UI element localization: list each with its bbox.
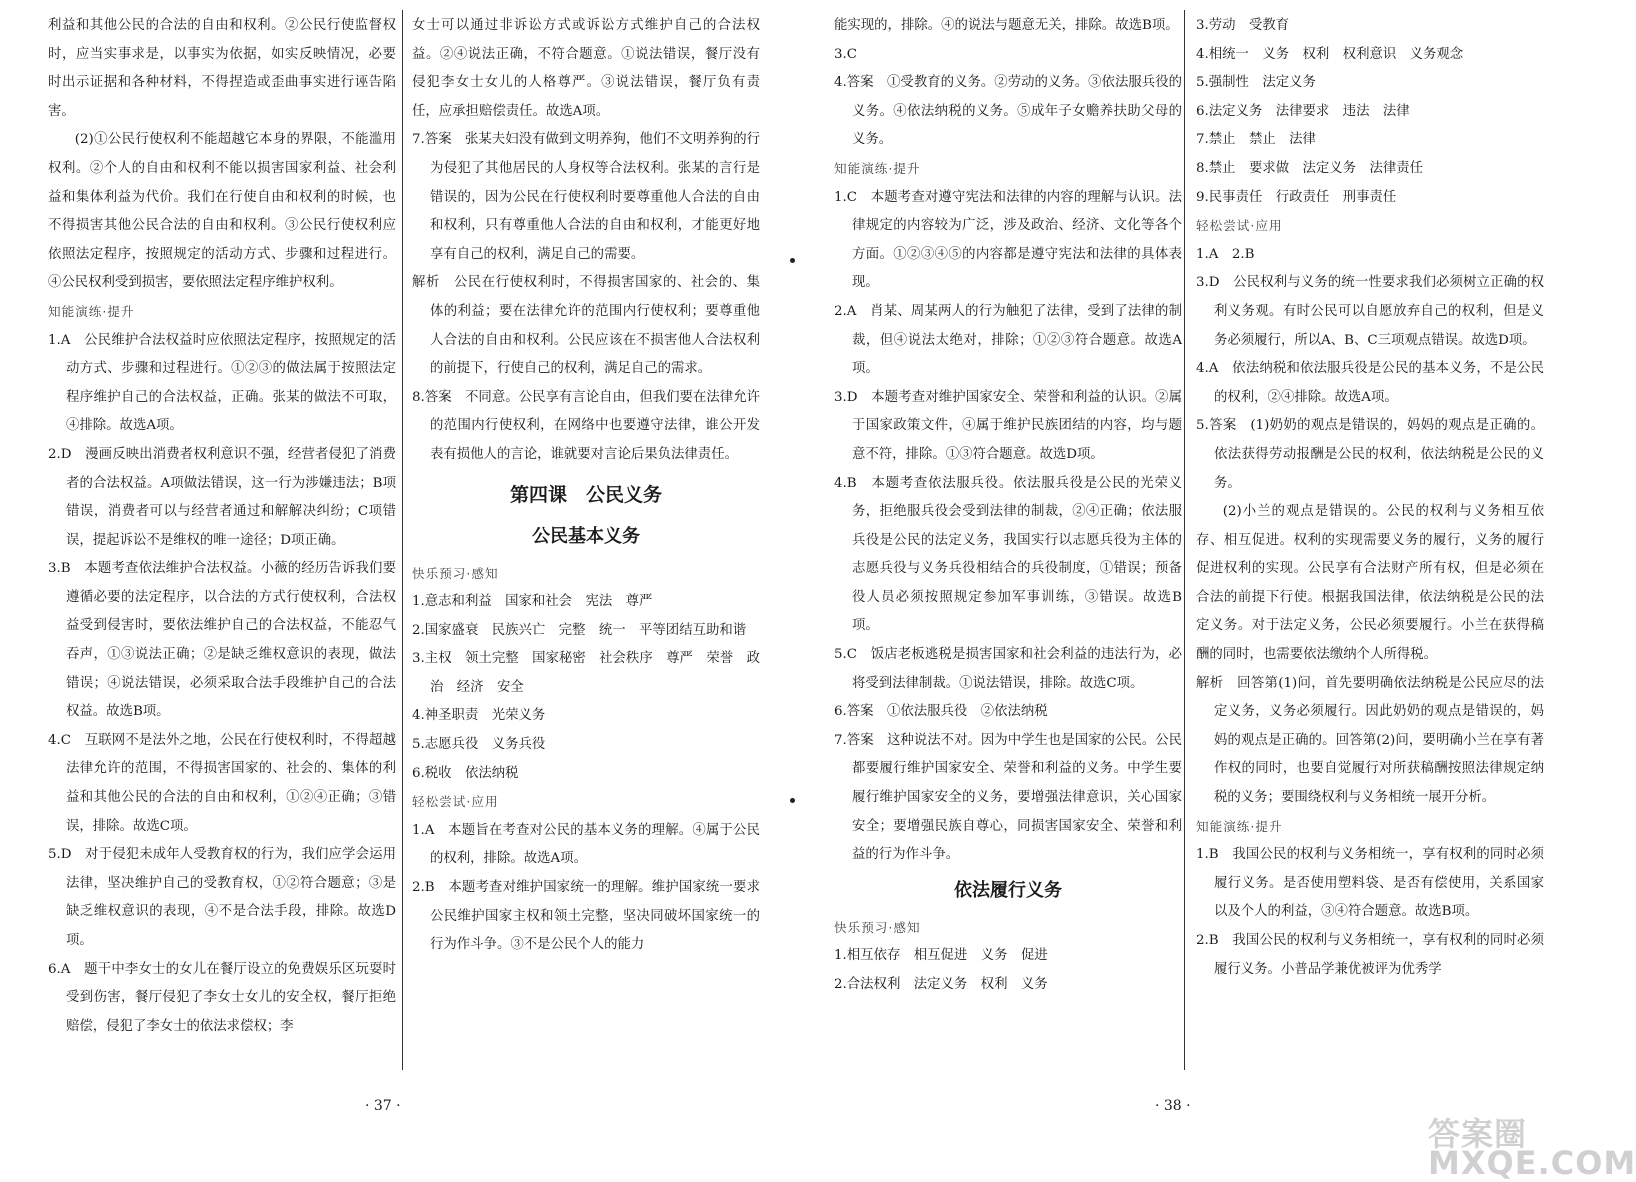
watermark-logo: 答案圈 MXQE.COM [1428, 1115, 1636, 1182]
answer-item: 2.国家盛衰 民族兴亡 完整 统一 平等团结互助和谐 [412, 622, 747, 638]
answer-item: 解析 回答第(1)问，首先要明确依法纳税是公民应尽的法定义务，义务必须履行。因此奶奶的观点是错误的，妈妈的观点是正确的。回答第(2)问，要明确小兰在享有著作权的同时，也要自觉履行对所获稿酬按照法律规定纳税的义务；要围绕权利与义务相统一展开分析。 [1196, 675, 1544, 806]
section-heading: 知能演练·提升 [1196, 818, 1283, 834]
answer-item: 4.B 本题考查依法服兵役。依法服兵役是公民的光荣义务，拒绝服兵役会受到法律的制裁，②④正确；依法服兵役是公民的法定义务，我国实行以志愿兵役为主体的志愿兵役与义务兵役相结合的兵役制度，①错误；预备役人员必须按照规定参加军事训练，③错误。故选B项。 [834, 475, 1182, 634]
scan-dot [790, 798, 795, 803]
answer-item: 3.C [834, 46, 858, 62]
answer-item: 3.D 公民权利与义务的统一性要求我们必须树立正确的权利义务观。有时公民可以自愿放弃自己的权利，但是义务必须履行，所以A、B、C三项观点错误。故选D项。 [1196, 275, 1544, 348]
section-heading: 轻松尝试·应用 [1196, 218, 1283, 234]
paragraph: 女士可以通过非诉讼方式或诉讼方式维护自己的合法权益。②④说法正确，不符合题意。①说法错误，餐厅没有侵犯李女士女儿的人格尊严。③说法错误，餐厅负有责任，应承担赔偿责任。故选A项。 [412, 18, 760, 119]
answer-item: 4.C 互联网不是法外之地，公民在行使权利时，不得超越法律允许的范围，不得损害国家的、社会的、集体的利益和其他公民的合法的自由和权利，①②④正确；③错误，排除。故选C项。 [48, 732, 396, 834]
answer-item: 6.法定义务 法律要求 违法 法律 [1196, 103, 1410, 119]
answer-item: 4.A 依法纳税和依法服兵役是公民的基本义务，不是公民的权利，②④排除。故选A项。 [1196, 361, 1544, 405]
answer-item: 1.意志和利益 国家和社会 宪法 尊严 [412, 594, 653, 610]
answer-item: 5.答案 (1)奶奶的观点是错误的，妈妈的观点是正确的。依法获得劳动报酬是公民的权利，依法纳税是公民的义务。 [1196, 418, 1544, 491]
section-heading: 知能演练·提升 [48, 303, 135, 319]
answer-item: 2.B 我国公民的权利与义务相统一，享有权利的同时必须履行义务。小普品学兼优被评为优秀学 [1196, 933, 1544, 977]
answer-item: 5.D 对于侵犯未成年人受教育权的行为，我们应学会运用法律，坚决维护自己的受教育权，①②符合题意；③是缺乏维权意识的表现，④不是合法手段，排除。故选D项。 [48, 847, 396, 948]
lesson-title: 第四课 公民义务 [509, 483, 662, 506]
answer-item: 1.相互依存 相互促进 义务 促进 [834, 948, 1048, 964]
page-38-column-2 [1196, 12, 1544, 984]
answer-item: 5.强制性 法定义务 [1196, 75, 1316, 91]
answer-item: 1.A 2.B [1196, 246, 1255, 262]
answer-item: 3.B 本题考查依法维护合法权益。小薇的经历告诉我们要遵循必要的法定程序，以合法的方式行使权利，合法权益受到侵害时，要依法维护自己的合法权益，不能忍气吞声，①③说法正确；②是缺乏维权意识的表现，做法错误；④说法错误，必须采取合法手段维护自己的合法权益。故选B项。 [48, 561, 396, 720]
answer-item: 8.答案 不同意。公民享有言论自由，但我们要在法律允许的范围内行使权利，在网络中也要遵守法律，谁公开发表有损他人的言论，谁就要对言论后果负法律责任。 [412, 389, 760, 462]
column-divider-right [1184, 10, 1185, 1070]
answer-item: 9.民事责任 行政责任 刑事责任 [1196, 189, 1397, 205]
scan-dot [790, 258, 795, 263]
answer-item: 2.D 漫画反映出消费者权利意识不强，经营者侵犯了消费者的合法权益。A项做法错误，这一行为涉嫌违法；B项错误，消费者可以与经营者通过和解解决纠纷；C项错误，提起诉讼不是维权的唯一途径；D项正确。 [48, 446, 396, 548]
section-heading: 知能演练·提升 [834, 160, 921, 176]
answer-item: 7.答案 张某夫妇没有做到文明养狗，他们不文明养狗的行为侵犯了其他居民的人身权等合法权利。张某的言行是错误的，因为公民在行使权利时要尊重他人合法的自由和权利，只有尊重他人合法的自由和权利，才能更好地享有自己的权利，满足自己的需要。 [412, 132, 760, 262]
answer-item: 7.禁止 禁止 法律 [1196, 132, 1316, 148]
section-heading: 快乐预习·感知 [834, 919, 921, 935]
answer-item: 2.合法权利 法定义务 权利 义务 [834, 977, 1048, 992]
answer-item: 5.志愿兵役 义务兵役 [412, 737, 546, 753]
answer-item: 6.答案 ①依法服兵役 ②依法纳税 [834, 704, 1048, 720]
paragraph: 能实现的，排除。④的说法与题意无关，排除。故选B项。 [834, 18, 1179, 33]
answer-item: 1.A 本题旨在考查对公民的基本义务的理解。④属于公民的权利，排除。故选A项。 [412, 822, 760, 867]
subsection-title: 依法履行义务 [954, 879, 1062, 901]
answer-item: 6.A 题干中李女士的女儿在餐厅设立的免费娱乐区玩耍时受到伤害，餐厅侵犯了李女士女儿的安全权，餐厅拒绝赔偿，侵犯了李女士的依法求偿权；李 [48, 961, 396, 1034]
answer-item: 5.C 饭店老板逃税是损害国家和社会利益的违法行为，必将受到法律制裁。①说法错误，排除。故选C项。 [834, 647, 1182, 691]
answer-item: 3.劳动 受教育 [1196, 18, 1290, 33]
answer-item: 6.税收 依法纳税 [412, 765, 519, 781]
paragraph: 利益和其他公民的合法的自由和权利。②公民行使监督权时，应当实事求是，以事实为依据，如实反映情况，必要时出示证据和各种材料，不得捏造或歪曲事实进行诬告陷害。 [48, 18, 396, 119]
answer-item: 4.神圣职责 光荣义务 [412, 708, 546, 724]
answer-item: 1.B 我国公民的权利与义务相统一，享有权利的同时必须履行义务。是否使用塑料袋、是否有偿使用，关系国家以及个人的利益，③④符合题意。故选B项。 [1196, 847, 1544, 920]
page-37-column-1 [48, 12, 396, 1041]
answer-item: 4.相统一 义务 权利 权利意识 义务观念 [1196, 46, 1464, 62]
column-divider-left [402, 10, 403, 1070]
page-number-right: · 38 · [1155, 1098, 1191, 1114]
answer-item: 3.D 本题考查对维护国家安全、荣誉和利益的认识。②属于国家政策文件，④属于维护民族团结的内容，均与题意不符，排除。①③符合题意。故选D项。 [834, 389, 1182, 462]
paragraph: (2)小兰的观点是错误的。公民的权利与义务相互依存、相互促进。权利的实现需要义务的履行，义务的履行促进权利的实现。公民享有合法财产所有权，但是必须在合法的前提下行使。根据我国法律，依法纳税是公民的法定义务。对于法定义务，公民必须要履行。小兰在获得稿酬的同时，也需要依法缴纳个人所得税。 [1196, 504, 1544, 663]
answer-item: 2.B 本题考查对维护国家统一的理解。维护国家统一要求公民维护国家主权和领土完整，坚决同破坏国家统一的行为作斗争。③不是公民个人的能力 [412, 880, 760, 953]
subsection-title: 公民基本义务 [532, 525, 640, 547]
answer-item: 8.禁止 要求做 法定义务 法律责任 [1196, 160, 1424, 176]
answer-item: 2.A 肖某、周某两人的行为触犯了法律，受到了法律的制裁，但④说法太绝对，排除；①②③符合题意。故选A项。 [834, 303, 1182, 377]
answer-item: 3.主权 领土完整 国家秘密 社会秩序 尊严 荣誉 政治 经济 安全 [412, 651, 760, 695]
answer-item: 1.C 本题考查对遵守宪法和法律的内容的理解与认识。法律规定的内容较为广泛，涉及政治、经济、文化等各个方面。①②③④⑤的内容都是遵守宪法和法律的具体表现。 [834, 189, 1182, 291]
page-38-column-1 [834, 12, 1182, 1000]
answer-item: 4.答案 ①受教育的义务。②劳动的义务。③依法服兵役的义务。④依法纳税的义务。⑤成年子女赡养扶助父母的义务。 [834, 75, 1182, 148]
paragraph: (2)①公民行使权利不能超越它本身的界限，不能滥用权利。②个人的自由和权利不能以损害国家利益、社会利益和集体利益为代价。我们在行使自由和权利的时候，也不得损害其他公民合法的自由和权利。③公民行使权利应依照法定程序，按照规定的活动方式、步骤和过程进行。④公民权利受到损害，要依照法定程序维护权利。 [48, 132, 396, 291]
answer-item: 1.A 公民维护合法权益时应依照法定程序，按照规定的活动方式、步骤和过程进行。①②③的做法属于按照法定程序维护自己的合法权益，正确。张某的做法不可取，④排除。故选A项。 [48, 332, 396, 434]
answer-item: 7.答案 这种说法不对。因为中学生也是国家的公民。公民都要履行维护国家安全、荣誉和利益的义务。中学生要履行维护国家安全的义务，要增强法律意识，关心国家安全；要增强民族自尊心，同损害国家安全、荣誉和利益的行为作斗争。 [834, 732, 1182, 863]
answer-item: 解析 公民在行使权利时，不得损害国家的、社会的、集体的利益；要在法律允许的范围内行使权利；要尊重他人合法的自由和权利。公民应该在不损害他人合法权利的前提下，行使自己的权利，满足自己的需求。 [412, 275, 760, 377]
page-37-column-2 [412, 12, 760, 960]
section-heading: 轻松尝试·应用 [412, 794, 499, 810]
page-number-left: · 37 · [365, 1098, 401, 1114]
section-heading: 快乐预习·感知 [412, 565, 499, 581]
